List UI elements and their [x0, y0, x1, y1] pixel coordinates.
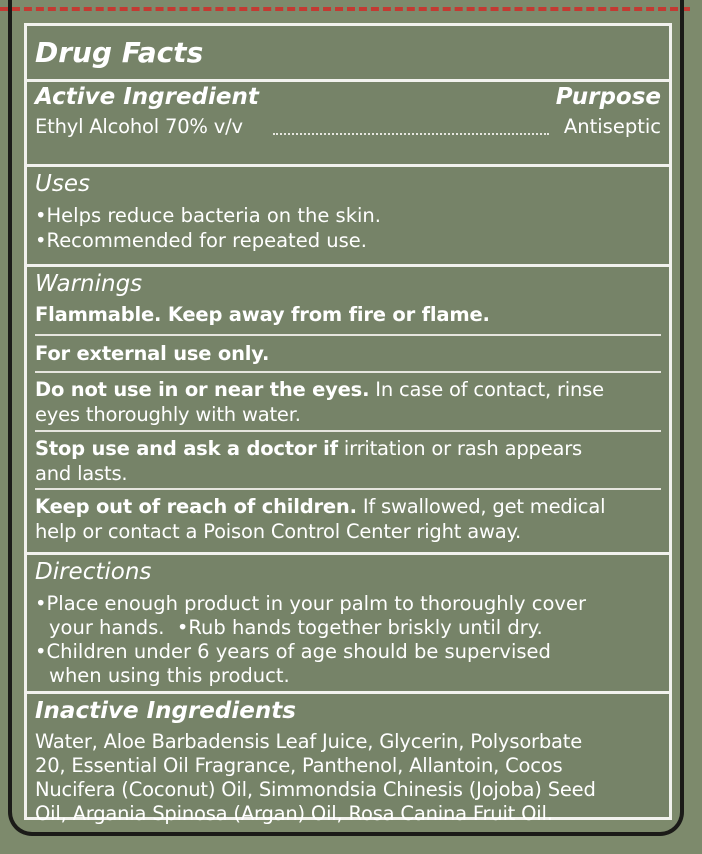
external-use-text: For external use only.	[35, 342, 270, 365]
inactive-ingredients-line: Oil, Argania Spinosa (Argan) Oil, Rosa Canina Fruit Oil.	[35, 802, 553, 825]
directions-item-cont: when using this product.	[49, 664, 290, 687]
children-warning-bold: Keep out of reach of children.	[35, 495, 357, 518]
warnings-section	[27, 267, 669, 555]
directions-item: •Place enough product in your palm to thoroughly cover	[35, 592, 586, 615]
directions-text: your hands.	[49, 616, 165, 639]
children-warning-text: If swallowed, get medical	[356, 495, 606, 518]
directions-section	[27, 555, 669, 694]
active-ingredient-heading: Active Ingredient	[35, 84, 259, 110]
drug-facts-panel	[24, 23, 672, 825]
purpose-value: Antiseptic	[563, 115, 661, 138]
inactive-ingredients-section	[27, 694, 669, 825]
divider	[35, 488, 661, 490]
title-section	[27, 26, 669, 82]
stop-use-bold: Stop use and ask a doctor if	[35, 437, 338, 460]
uses-item-text: Helps reduce bacteria on the skin.	[46, 204, 381, 227]
uses-item: •Helps reduce bacteria on the skin.	[35, 204, 381, 227]
drug-facts-title: Drug Facts	[35, 36, 204, 69]
purpose-heading: Purpose	[555, 84, 661, 110]
uses-section	[27, 167, 669, 267]
eyes-warning	[35, 378, 604, 401]
directions-text: Children under 6 years of age should be supervised	[46, 640, 551, 663]
inactive-ingredients-heading: Inactive Ingredients	[35, 698, 296, 724]
inactive-ingredients-line: Water, Aloe Barbadensis Leaf Juice, Glycerin, Polysorbate	[35, 730, 583, 753]
uses-item-text: Recommended for repeated use.	[46, 229, 367, 252]
directions-item: •Children under 6 years of age should be supervised	[35, 640, 551, 663]
eyes-warning-bold: Do not use in or near the eyes.	[35, 378, 370, 401]
stop-use-warning	[35, 437, 582, 460]
children-warning-cont: help or contact a Poison Control Center right away.	[35, 520, 522, 543]
directions-text: Rub hands together briskly until dry.	[188, 616, 543, 639]
divider	[35, 371, 661, 373]
directions-heading: Directions	[35, 559, 152, 585]
directions-item-cont: your hands. •Rub hands together briskly until dry.	[49, 616, 543, 639]
inactive-ingredients-line: 20, Essential Oil Fragrance, Panthenol, Allantoin, Cocos	[35, 754, 563, 777]
eyes-warning-text: In case of contact, rinse	[369, 378, 604, 401]
flammable-text: Flammable. Keep away from fire or flame.	[35, 303, 490, 326]
external-use-warning	[35, 342, 269, 365]
uses-item: •Recommended for repeated use.	[35, 229, 367, 252]
divider	[35, 334, 661, 336]
eyes-warning-cont: eyes thoroughly with water.	[35, 403, 301, 426]
flammable-warning	[35, 303, 490, 326]
inactive-ingredients-line: Nucifera (Coconut) Oil, Simmondsia Chinesis (Jojoba) Seed	[35, 778, 596, 801]
active-ingredient-name: Ethyl Alcohol 70% v/v	[35, 115, 243, 138]
active-ingredient-section	[27, 82, 669, 167]
stop-use-cont: and lasts.	[35, 462, 128, 485]
stop-use-text: irritation or rash appears	[337, 437, 583, 460]
warnings-heading: Warnings	[35, 271, 143, 297]
children-warning	[35, 495, 605, 518]
uses-heading: Uses	[35, 171, 90, 197]
directions-text: Place enough product in your palm to thoroughly cover	[46, 592, 586, 615]
divider	[35, 430, 661, 432]
dot-leader	[273, 133, 549, 135]
